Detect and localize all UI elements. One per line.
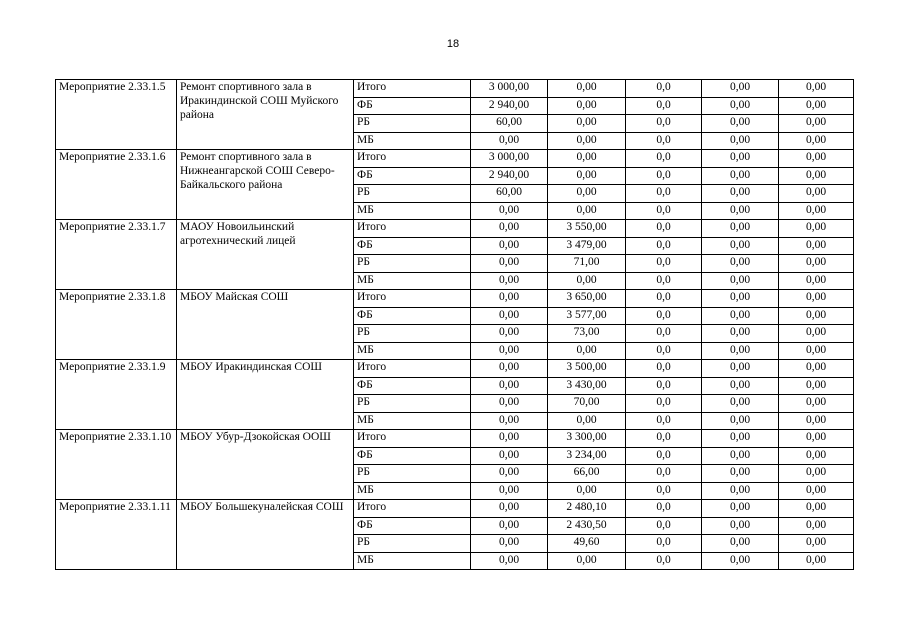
value-cell: 0,00 [779, 360, 854, 378]
budget-source-cell: ФБ [354, 97, 471, 115]
value-cell: 0,00 [702, 465, 779, 483]
budget-source-cell: РБ [354, 255, 471, 273]
activity-cell: Мероприятие 2.33.1.11 [56, 500, 177, 570]
value-cell: 0,00 [702, 132, 779, 150]
value-cell: 0,0 [626, 412, 702, 430]
value-cell: 0,00 [702, 430, 779, 448]
value-cell: 3 234,00 [548, 447, 626, 465]
value-cell: 0,00 [779, 377, 854, 395]
activity-cell: Мероприятие 2.33.1.6 [56, 150, 177, 220]
value-cell: 0,0 [626, 290, 702, 308]
value-cell: 0,00 [471, 377, 548, 395]
value-cell: 70,00 [548, 395, 626, 413]
value-cell: 0,00 [548, 132, 626, 150]
value-cell: 0,0 [626, 395, 702, 413]
value-cell: 0,00 [471, 220, 548, 238]
value-cell: 0,00 [702, 325, 779, 343]
value-cell: 0,00 [702, 535, 779, 553]
value-cell: 0,00 [471, 517, 548, 535]
value-cell: 0,00 [548, 185, 626, 203]
table-row [56, 430, 854, 448]
value-cell: 0,00 [471, 395, 548, 413]
value-cell: 71,00 [548, 255, 626, 273]
value-cell: 0,00 [548, 272, 626, 290]
value-cell: 0,00 [779, 500, 854, 518]
value-cell: 0,0 [626, 342, 702, 360]
value-cell: 0,00 [779, 290, 854, 308]
budget-source-cell: РБ [354, 395, 471, 413]
value-cell: 0,00 [779, 482, 854, 500]
value-cell: 73,00 [548, 325, 626, 343]
value-cell: 0,00 [702, 220, 779, 238]
value-cell: 0,00 [779, 202, 854, 220]
table-row [56, 220, 854, 238]
budget-source-cell: ФБ [354, 167, 471, 185]
value-cell: 0,00 [779, 97, 854, 115]
object-cell: МБОУ Убур-Дзокойская ООШ [177, 430, 354, 500]
budget-source-cell: ФБ [354, 377, 471, 395]
value-cell: 0,0 [626, 482, 702, 500]
value-cell: 0,00 [471, 237, 548, 255]
value-cell: 0,00 [702, 115, 779, 133]
table-row [56, 290, 854, 308]
value-cell: 0,00 [548, 202, 626, 220]
value-cell: 0,00 [548, 552, 626, 570]
value-cell: 0,00 [779, 255, 854, 273]
table-row [56, 360, 854, 378]
value-cell: 0,00 [779, 150, 854, 168]
budget-source-cell: ФБ [354, 237, 471, 255]
value-cell: 0,0 [626, 272, 702, 290]
budget-source-cell: Итого [354, 150, 471, 168]
value-cell: 0,00 [702, 342, 779, 360]
value-cell: 0,0 [626, 220, 702, 238]
budget-table [55, 79, 854, 570]
value-cell: 60,00 [471, 185, 548, 203]
value-cell: 0,00 [779, 80, 854, 98]
value-cell: 0,00 [779, 115, 854, 133]
value-cell: 0,00 [702, 167, 779, 185]
value-cell: 0,00 [779, 430, 854, 448]
value-cell: 0,00 [702, 237, 779, 255]
value-cell: 2 430,50 [548, 517, 626, 535]
budget-source-cell: РБ [354, 185, 471, 203]
budget-source-cell: ФБ [354, 307, 471, 325]
value-cell: 0,00 [471, 272, 548, 290]
value-cell: 0,00 [471, 202, 548, 220]
budget-source-cell: МБ [354, 342, 471, 360]
value-cell: 3 650,00 [548, 290, 626, 308]
activity-cell: Мероприятие 2.33.1.7 [56, 220, 177, 290]
value-cell: 0,0 [626, 325, 702, 343]
object-cell: Ремонт спортивного зала в Иракиндинской СОШ Муйского района [177, 80, 354, 150]
value-cell: 0,00 [471, 447, 548, 465]
value-cell: 0,00 [548, 167, 626, 185]
value-cell: 0,00 [702, 202, 779, 220]
value-cell: 0,0 [626, 185, 702, 203]
value-cell: 0,00 [702, 307, 779, 325]
value-cell: 0,00 [779, 185, 854, 203]
budget-source-cell: РБ [354, 465, 471, 483]
object-cell: МБОУ Большекуналейская СОШ [177, 500, 354, 570]
budget-source-cell: ФБ [354, 517, 471, 535]
value-cell: 0,00 [471, 290, 548, 308]
value-cell: 0,0 [626, 360, 702, 378]
value-cell: 0,0 [626, 202, 702, 220]
budget-source-cell: МБ [354, 132, 471, 150]
value-cell: 0,00 [548, 115, 626, 133]
table-row [56, 80, 854, 98]
value-cell: 0,0 [626, 237, 702, 255]
value-cell: 0,00 [702, 360, 779, 378]
value-cell: 3 000,00 [471, 80, 548, 98]
budget-source-cell: МБ [354, 552, 471, 570]
budget-source-cell: Итого [354, 290, 471, 308]
table-row [56, 500, 854, 518]
value-cell: 0,0 [626, 167, 702, 185]
value-cell: 0,0 [626, 132, 702, 150]
value-cell: 0,00 [548, 342, 626, 360]
budget-table-body [56, 80, 854, 570]
value-cell: 0,0 [626, 500, 702, 518]
value-cell: 0,00 [548, 97, 626, 115]
value-cell: 0,0 [626, 535, 702, 553]
value-cell: 0,00 [779, 535, 854, 553]
value-cell: 0,00 [779, 342, 854, 360]
value-cell: 0,00 [702, 482, 779, 500]
activity-cell: Мероприятие 2.33.1.10 [56, 430, 177, 500]
budget-source-cell: РБ [354, 535, 471, 553]
value-cell: 0,00 [702, 447, 779, 465]
value-cell: 0,00 [779, 395, 854, 413]
value-cell: 0,00 [471, 342, 548, 360]
value-cell: 3 479,00 [548, 237, 626, 255]
value-cell: 0,00 [471, 412, 548, 430]
budget-source-cell: МБ [354, 202, 471, 220]
value-cell: 0,00 [471, 325, 548, 343]
value-cell: 0,00 [702, 97, 779, 115]
value-cell: 0,0 [626, 150, 702, 168]
value-cell: 3 577,00 [548, 307, 626, 325]
value-cell: 0,00 [702, 272, 779, 290]
activity-cell: Мероприятие 2.33.1.9 [56, 360, 177, 430]
value-cell: 0,00 [548, 412, 626, 430]
budget-source-cell: РБ [354, 325, 471, 343]
budget-source-cell: Итого [354, 360, 471, 378]
value-cell: 0,00 [779, 307, 854, 325]
budget-source-cell: МБ [354, 482, 471, 500]
value-cell: 0,0 [626, 307, 702, 325]
value-cell: 0,0 [626, 552, 702, 570]
value-cell: 0,00 [702, 80, 779, 98]
budget-source-cell: МБ [354, 272, 471, 290]
value-cell: 0,00 [779, 132, 854, 150]
value-cell: 0,00 [471, 430, 548, 448]
value-cell: 0,00 [548, 80, 626, 98]
value-cell: 0,0 [626, 115, 702, 133]
value-cell: 0,00 [779, 272, 854, 290]
value-cell: 0,00 [471, 255, 548, 273]
value-cell: 2 480,10 [548, 500, 626, 518]
budget-source-cell: РБ [354, 115, 471, 133]
value-cell: 0,00 [471, 465, 548, 483]
value-cell: 0,00 [471, 307, 548, 325]
page-number: 18 [446, 38, 460, 50]
value-cell: 0,00 [702, 552, 779, 570]
value-cell: 0,00 [702, 150, 779, 168]
value-cell: 0,00 [471, 360, 548, 378]
value-cell: 0,00 [779, 412, 854, 430]
value-cell: 3 000,00 [471, 150, 548, 168]
value-cell: 0,00 [779, 465, 854, 483]
value-cell: 0,00 [779, 517, 854, 535]
value-cell: 0,00 [702, 395, 779, 413]
value-cell: 0,0 [626, 430, 702, 448]
value-cell: 0,0 [626, 377, 702, 395]
value-cell: 0,00 [702, 500, 779, 518]
value-cell: 0,00 [471, 500, 548, 518]
value-cell: 0,00 [702, 185, 779, 203]
object-cell: МАОУ Новоильинский агротехнический лицей [177, 220, 354, 290]
value-cell: 60,00 [471, 115, 548, 133]
value-cell: 0,00 [702, 377, 779, 395]
value-cell: 0,00 [702, 255, 779, 273]
value-cell: 0,00 [548, 482, 626, 500]
value-cell: 0,0 [626, 517, 702, 535]
budget-source-cell: Итого [354, 220, 471, 238]
value-cell: 0,0 [626, 465, 702, 483]
value-cell: 3 550,00 [548, 220, 626, 238]
budget-source-cell: Итого [354, 500, 471, 518]
value-cell: 2 940,00 [471, 97, 548, 115]
value-cell: 0,00 [779, 237, 854, 255]
value-cell: 0,0 [626, 97, 702, 115]
value-cell: 0,00 [471, 482, 548, 500]
budget-source-cell: МБ [354, 412, 471, 430]
value-cell: 0,00 [702, 290, 779, 308]
value-cell: 0,00 [471, 552, 548, 570]
value-cell: 49,60 [548, 535, 626, 553]
object-cell: МБОУ Майская СОШ [177, 290, 354, 360]
value-cell: 0,00 [471, 132, 548, 150]
value-cell: 0,0 [626, 447, 702, 465]
value-cell: 0,00 [702, 517, 779, 535]
value-cell: 0,0 [626, 80, 702, 98]
value-cell: 0,00 [779, 325, 854, 343]
activity-cell: Мероприятие 2.33.1.8 [56, 290, 177, 360]
value-cell: 3 500,00 [548, 360, 626, 378]
value-cell: 0,00 [548, 150, 626, 168]
value-cell: 0,00 [471, 535, 548, 553]
activity-cell: Мероприятие 2.33.1.5 [56, 80, 177, 150]
value-cell: 0,00 [702, 412, 779, 430]
value-cell: 0,00 [779, 552, 854, 570]
value-cell: 3 430,00 [548, 377, 626, 395]
budget-source-cell: Итого [354, 80, 471, 98]
object-cell: МБОУ Иракиндинская СОШ [177, 360, 354, 430]
object-cell: Ремонт спортивного зала в Нижнеангарской СОШ Северо-Байкальского района [177, 150, 354, 220]
value-cell: 0,0 [626, 255, 702, 273]
value-cell: 2 940,00 [471, 167, 548, 185]
value-cell: 3 300,00 [548, 430, 626, 448]
value-cell: 0,00 [779, 447, 854, 465]
budget-source-cell: ФБ [354, 447, 471, 465]
value-cell: 0,00 [779, 220, 854, 238]
budget-source-cell: Итого [354, 430, 471, 448]
value-cell: 0,00 [779, 167, 854, 185]
value-cell: 66,00 [548, 465, 626, 483]
table-row [56, 150, 854, 168]
